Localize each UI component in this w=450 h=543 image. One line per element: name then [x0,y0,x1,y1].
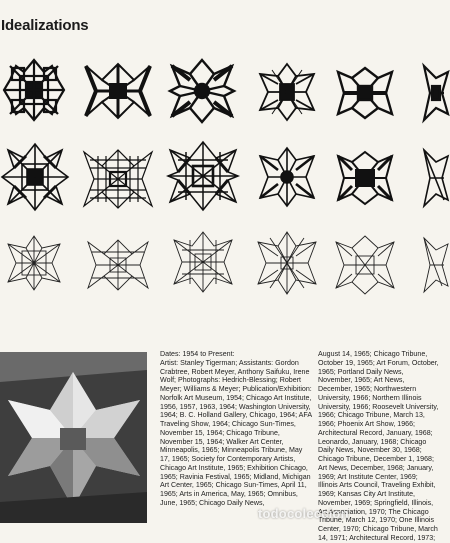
drawing-row3-4 [254,230,320,296]
drawing-row1-1 [2,58,66,122]
caption-column-2: August 14, 1965; Chicago Tribune, October 19, 1965; Art Forum, October, 1965; Portland Daily News, November, 1965; Art News, December, 1965; Northwestern University, 1966; Northern Illinois University, 1966; Roosevelt University, 1966; Chicago Tribune, March 13, 1966; Phoenix Art Show, 1966; Architectural Record, January, 1968; Leonardo, January, 1968; Chicago Daily News, November 30, 1968; Chicago Tribune, December 1, 1968; Art News, December, 1968; January, 1969; Art Institute Center, 1969; Illinois Arts Council, Traveling Exhibit, 1969; Kansas City Art Institute, November, 1969; Springfield, Illinois, Art Association, 1970; The Chicago Tribune, March 12, 1970; One Illinois Center, 1970; Chicago Tribune, March 14, 1971; Architectural Record, 1973; [318,350,439,542]
drawing-row2-6 [420,148,450,208]
drawing-row2-4 [256,146,318,208]
sculpture-photo [0,352,147,523]
drawing-row1-6 [420,64,450,122]
drawing-row3-5 [332,234,398,296]
drawing-row1-5 [334,66,396,120]
drawing-grid [0,54,439,304]
drawing-row3-2 [84,238,152,292]
drawing-row1-3 [166,56,238,126]
drawing-row2-2 [80,148,156,210]
drawing-row2-3 [166,140,240,212]
watermark-text: todocoleccion [258,506,349,521]
drawing-row1-2 [82,60,154,122]
drawing-row3-6 [420,236,450,294]
drawing-row3-3 [170,230,236,294]
caption-column-1: Dates: 1954 to Present: Artist: Stanley Tigerman; Assistants: Gordon Crabtree, Robert Meyer, Anthony Saifuku, Irene Wolf; Photographs: Hedrich-Blessing; Robert Meyer; Williams & Meyer; Publication/Exhibition: Norfolk Art Museum, 1954; Chicago Art Institute, 1956, 1957, 1963, 1964; Washington University, 1964; B. C. Holland Gallery, Chicago, 1964; AFA Traveling Show, 1964; Chicago Sun-Times, November 15, 1964; Chicago Tribune, November 15, 1964; Walker Art Center, Minneapolis, 1965; Minneapolis Tribune, May 17, 1965; Society for Contemporary Artists, Chicago Art Institute, 1965; Exhibition Chicago, 1965; Ravinia Festival, 1965; Midland, Michigan Art Center, 1965; Chicago Sun-Times, April 11, 1965; Arts in America, May, 1965; Omnibus, June, 1965; Chicago Daily News, [160,350,312,507]
drawing-row1-4 [256,62,318,122]
drawing-row2-1 [0,142,70,212]
drawing-row3-1 [4,234,64,292]
page-title: Idealizations [1,17,89,34]
drawing-row2-5 [334,150,396,206]
